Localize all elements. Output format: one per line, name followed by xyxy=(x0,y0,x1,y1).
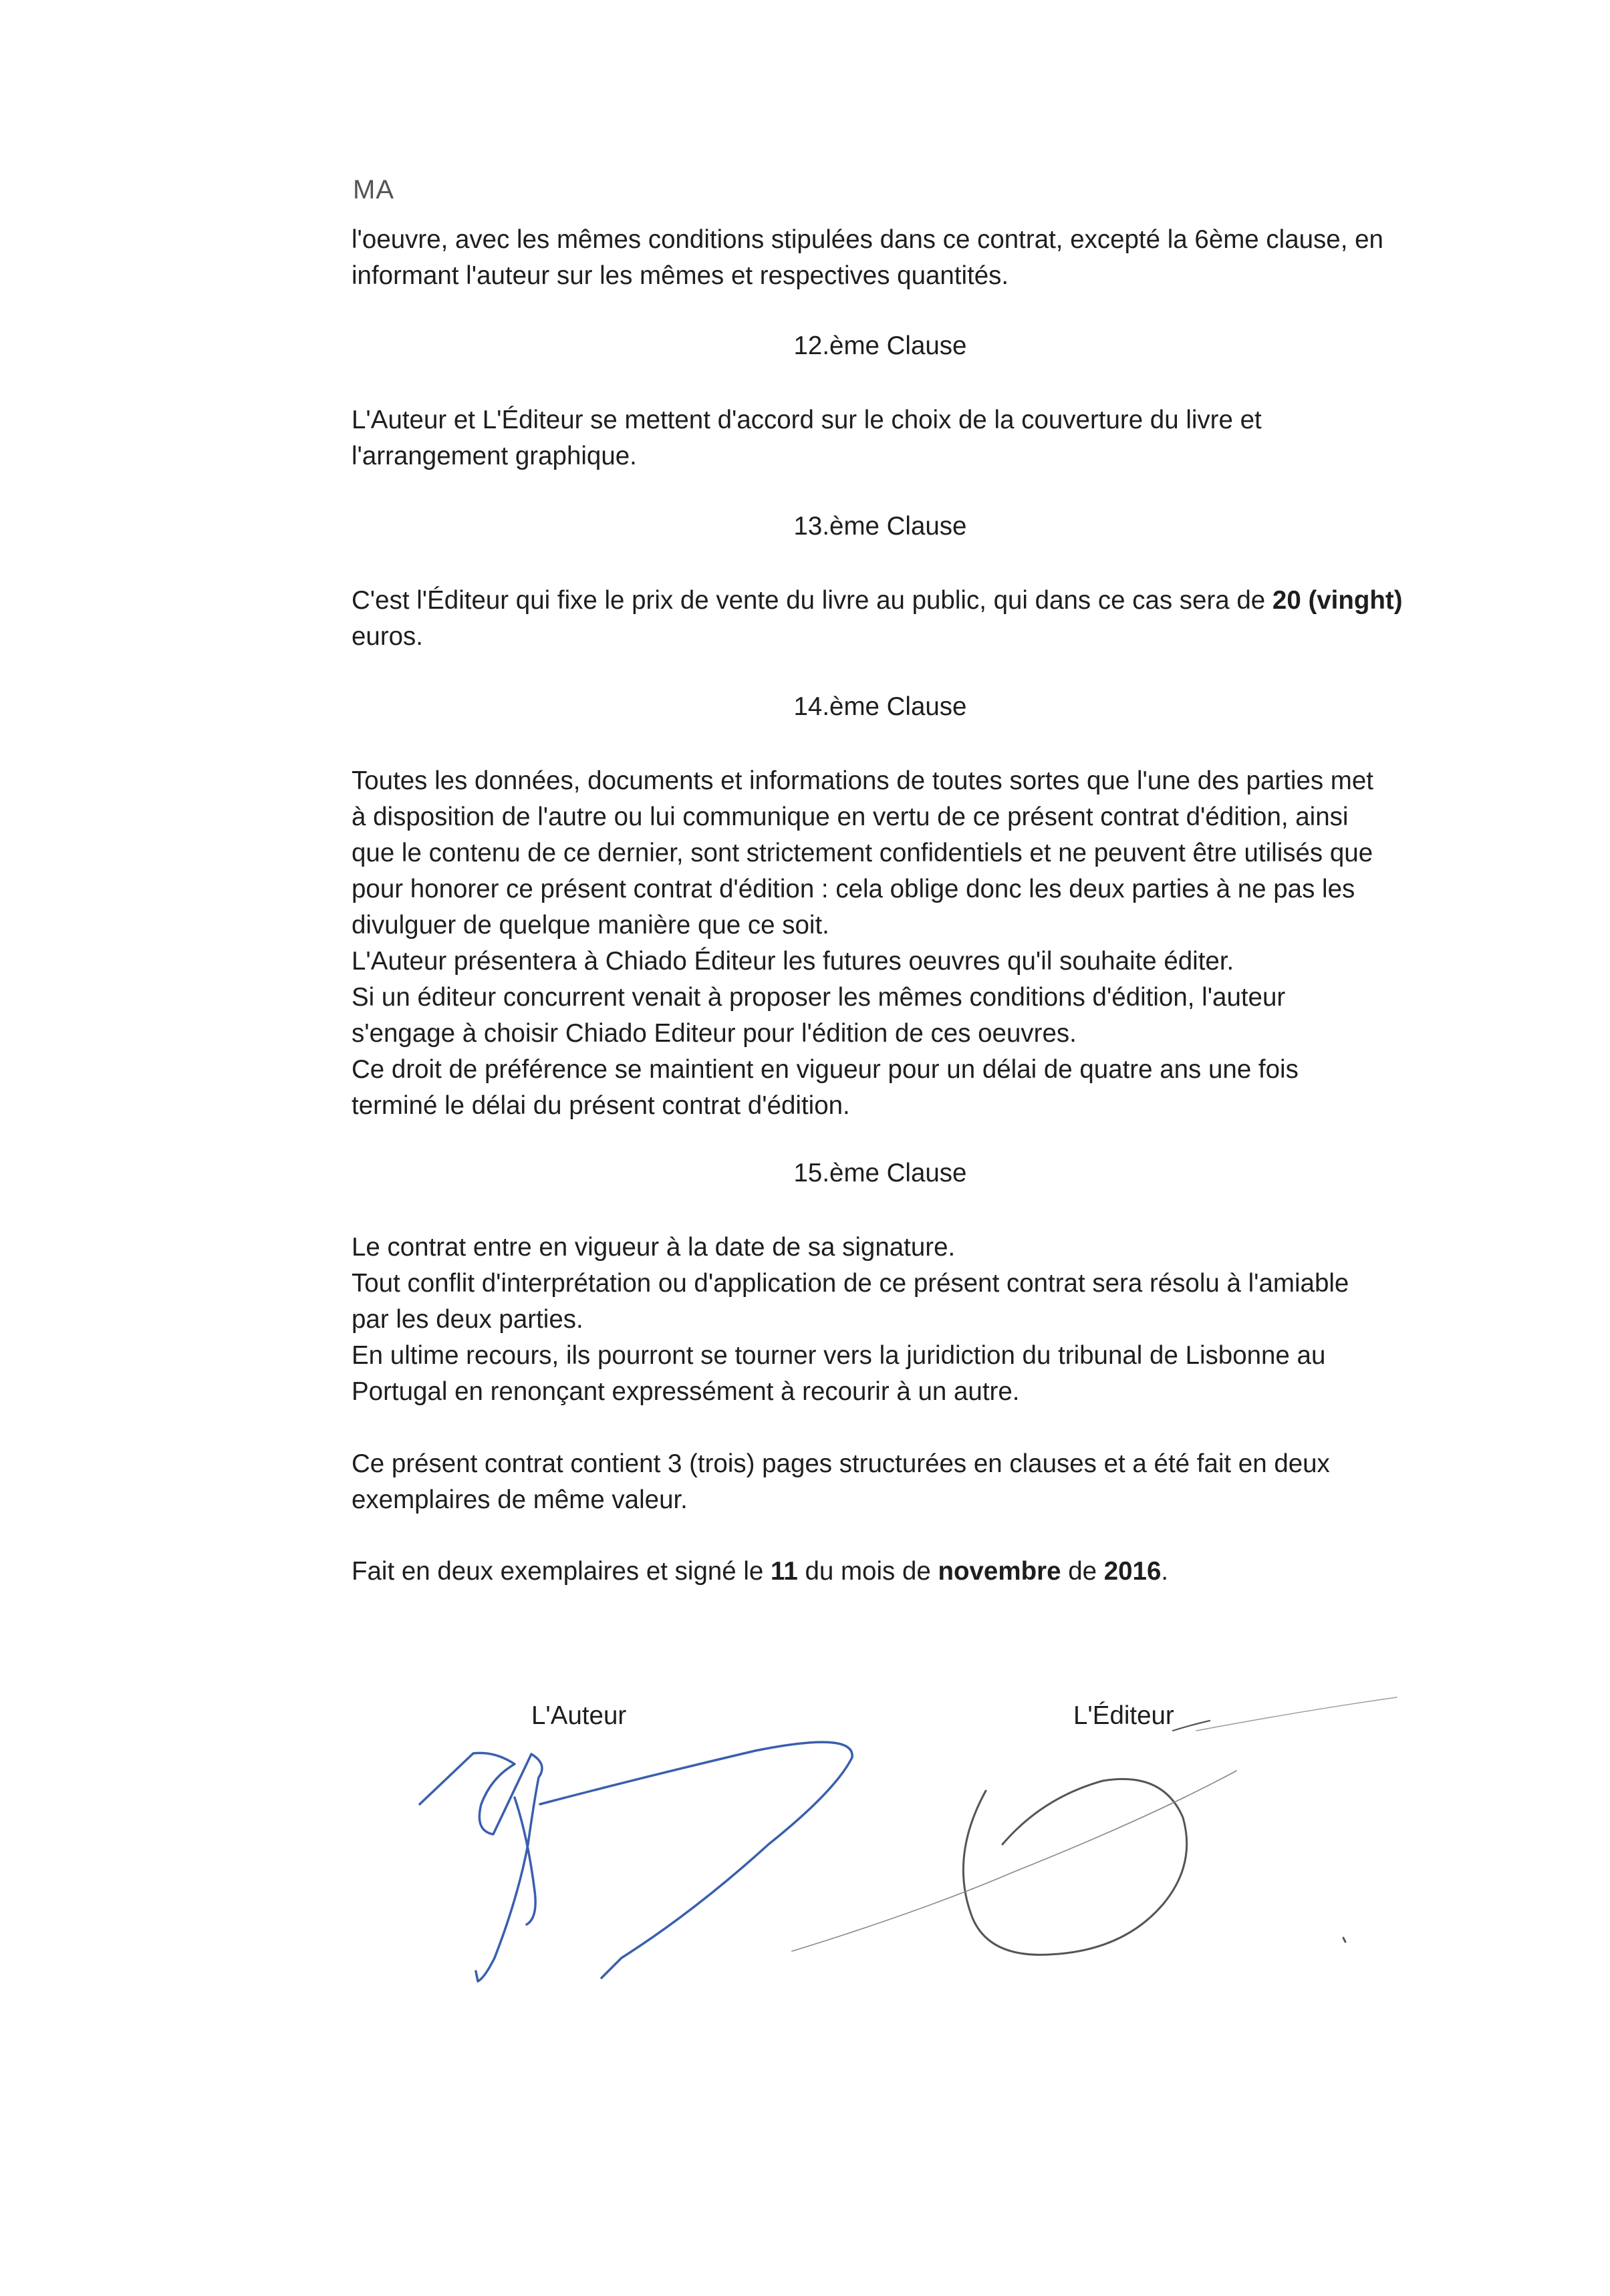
clause-14-line: Ce droit de préférence se maintient en vigueur pour un délai de quatre ans une fois xyxy=(352,1055,1299,1084)
publisher-signature xyxy=(792,1697,1397,1955)
clause-12-text xyxy=(352,402,1438,474)
signed-year: 2016 xyxy=(1103,1557,1162,1586)
signature-date-line xyxy=(352,1554,1438,1590)
signed-prefix: Fait en deux exemplaires et signé le xyxy=(352,1557,771,1586)
clause-14-line: terminé le délai du présent contrat d'édition. xyxy=(352,1091,850,1120)
clause-12-heading: 12.ème Clause xyxy=(793,331,967,360)
clause-13-price: 20 (vinght) xyxy=(1272,586,1403,615)
clause-14-line: Si un éditeur concurrent venait à proposer les mêmes conditions d'édition, l'auteur xyxy=(352,983,1286,1012)
clause-14-line: à disposition de l'autre ou lui communique en vertu de ce présent contrat d'édition, ainsi xyxy=(352,803,1349,831)
clause-15-line: Le contrat entre en vigueur à la date de sa signature. xyxy=(352,1233,956,1262)
closing-line: Ce présent contrat contient 3 (trois) pages structurées en clauses et a été fait en deux xyxy=(352,1449,1330,1478)
clause-15-line: En ultime recours, ils pourront se tourner vers la juridiction du tribunal de Lisbonne au xyxy=(352,1341,1326,1370)
clause-13-heading: 13.ème Clause xyxy=(793,512,967,541)
clause-14-text xyxy=(352,763,1438,1124)
clause-15-heading: 15.ème Clause xyxy=(793,1159,967,1187)
clause-14-line: pour honorer ce présent contrat d'édition : cela oblige donc les deux parties à ne pas les xyxy=(352,875,1355,903)
clause-15-line: par les deux parties. xyxy=(352,1305,583,1334)
clause-13-text xyxy=(352,583,1438,655)
author-signature xyxy=(420,1742,852,1981)
clause-15-line: Portugal en renonçant expressément à recourir à un autre. xyxy=(352,1377,1020,1406)
clause-15-line: Tout conflit d'interprétation ou d'application de ce présent contrat sera résolu à l'amiable xyxy=(352,1269,1349,1298)
signed-month: novembre xyxy=(938,1557,1061,1586)
page-initials: MA xyxy=(353,175,394,204)
intro-line: l'oeuvre, avec les mêmes conditions stipulées dans ce contrat, excepté la 6ème clause, en xyxy=(352,225,1383,254)
intro-line: informant l'auteur sur les mêmes et respectives quantités. xyxy=(352,261,1009,290)
clause-13-price-text: C'est l'Éditeur qui fixe le prix de vente du livre au public, qui dans ce cas sera de xyxy=(352,586,1272,615)
clause-15-text xyxy=(352,1230,1438,1410)
clause-14-line: s'engage à choisir Chiado Editeur pour l'édition de ces oeuvres. xyxy=(352,1019,1077,1048)
clause-14-line: divulguer de quelque manière que ce soit. xyxy=(352,911,829,940)
clause-13-line: euros. xyxy=(352,622,424,651)
signed-end: . xyxy=(1161,1557,1169,1586)
clause-12-line: l'arrangement graphique. xyxy=(352,442,637,470)
closing-line: exemplaires de même valeur. xyxy=(352,1485,688,1514)
publisher-signature-label: L'Éditeur xyxy=(1073,1701,1174,1730)
signed-day: 11 xyxy=(771,1557,798,1586)
clause-14-heading: 14.ème Clause xyxy=(793,692,967,721)
author-signature-label: L'Auteur xyxy=(531,1701,627,1730)
signed-de: de xyxy=(1061,1557,1104,1586)
clause-14-line: que le contenu de ce dernier, sont strictement confidentiels et ne peuvent être utilisés que xyxy=(352,839,1373,867)
clause-14-line: L'Auteur présentera à Chiado Éditeur les futures oeuvres qu'il souhaite éditer. xyxy=(352,947,1234,976)
signed-middle: du mois de xyxy=(797,1557,938,1586)
intro-paragraph xyxy=(352,222,1438,294)
closing-paragraph xyxy=(352,1446,1438,1518)
clause-12-line: L'Auteur et L'Éditeur se mettent d'accord sur le choix de la couverture du livre et xyxy=(352,406,1262,434)
clause-13-line xyxy=(352,583,1438,619)
clause-14-line: Toutes les données, documents et informations de toutes sortes que l'une des parties met xyxy=(352,766,1373,795)
